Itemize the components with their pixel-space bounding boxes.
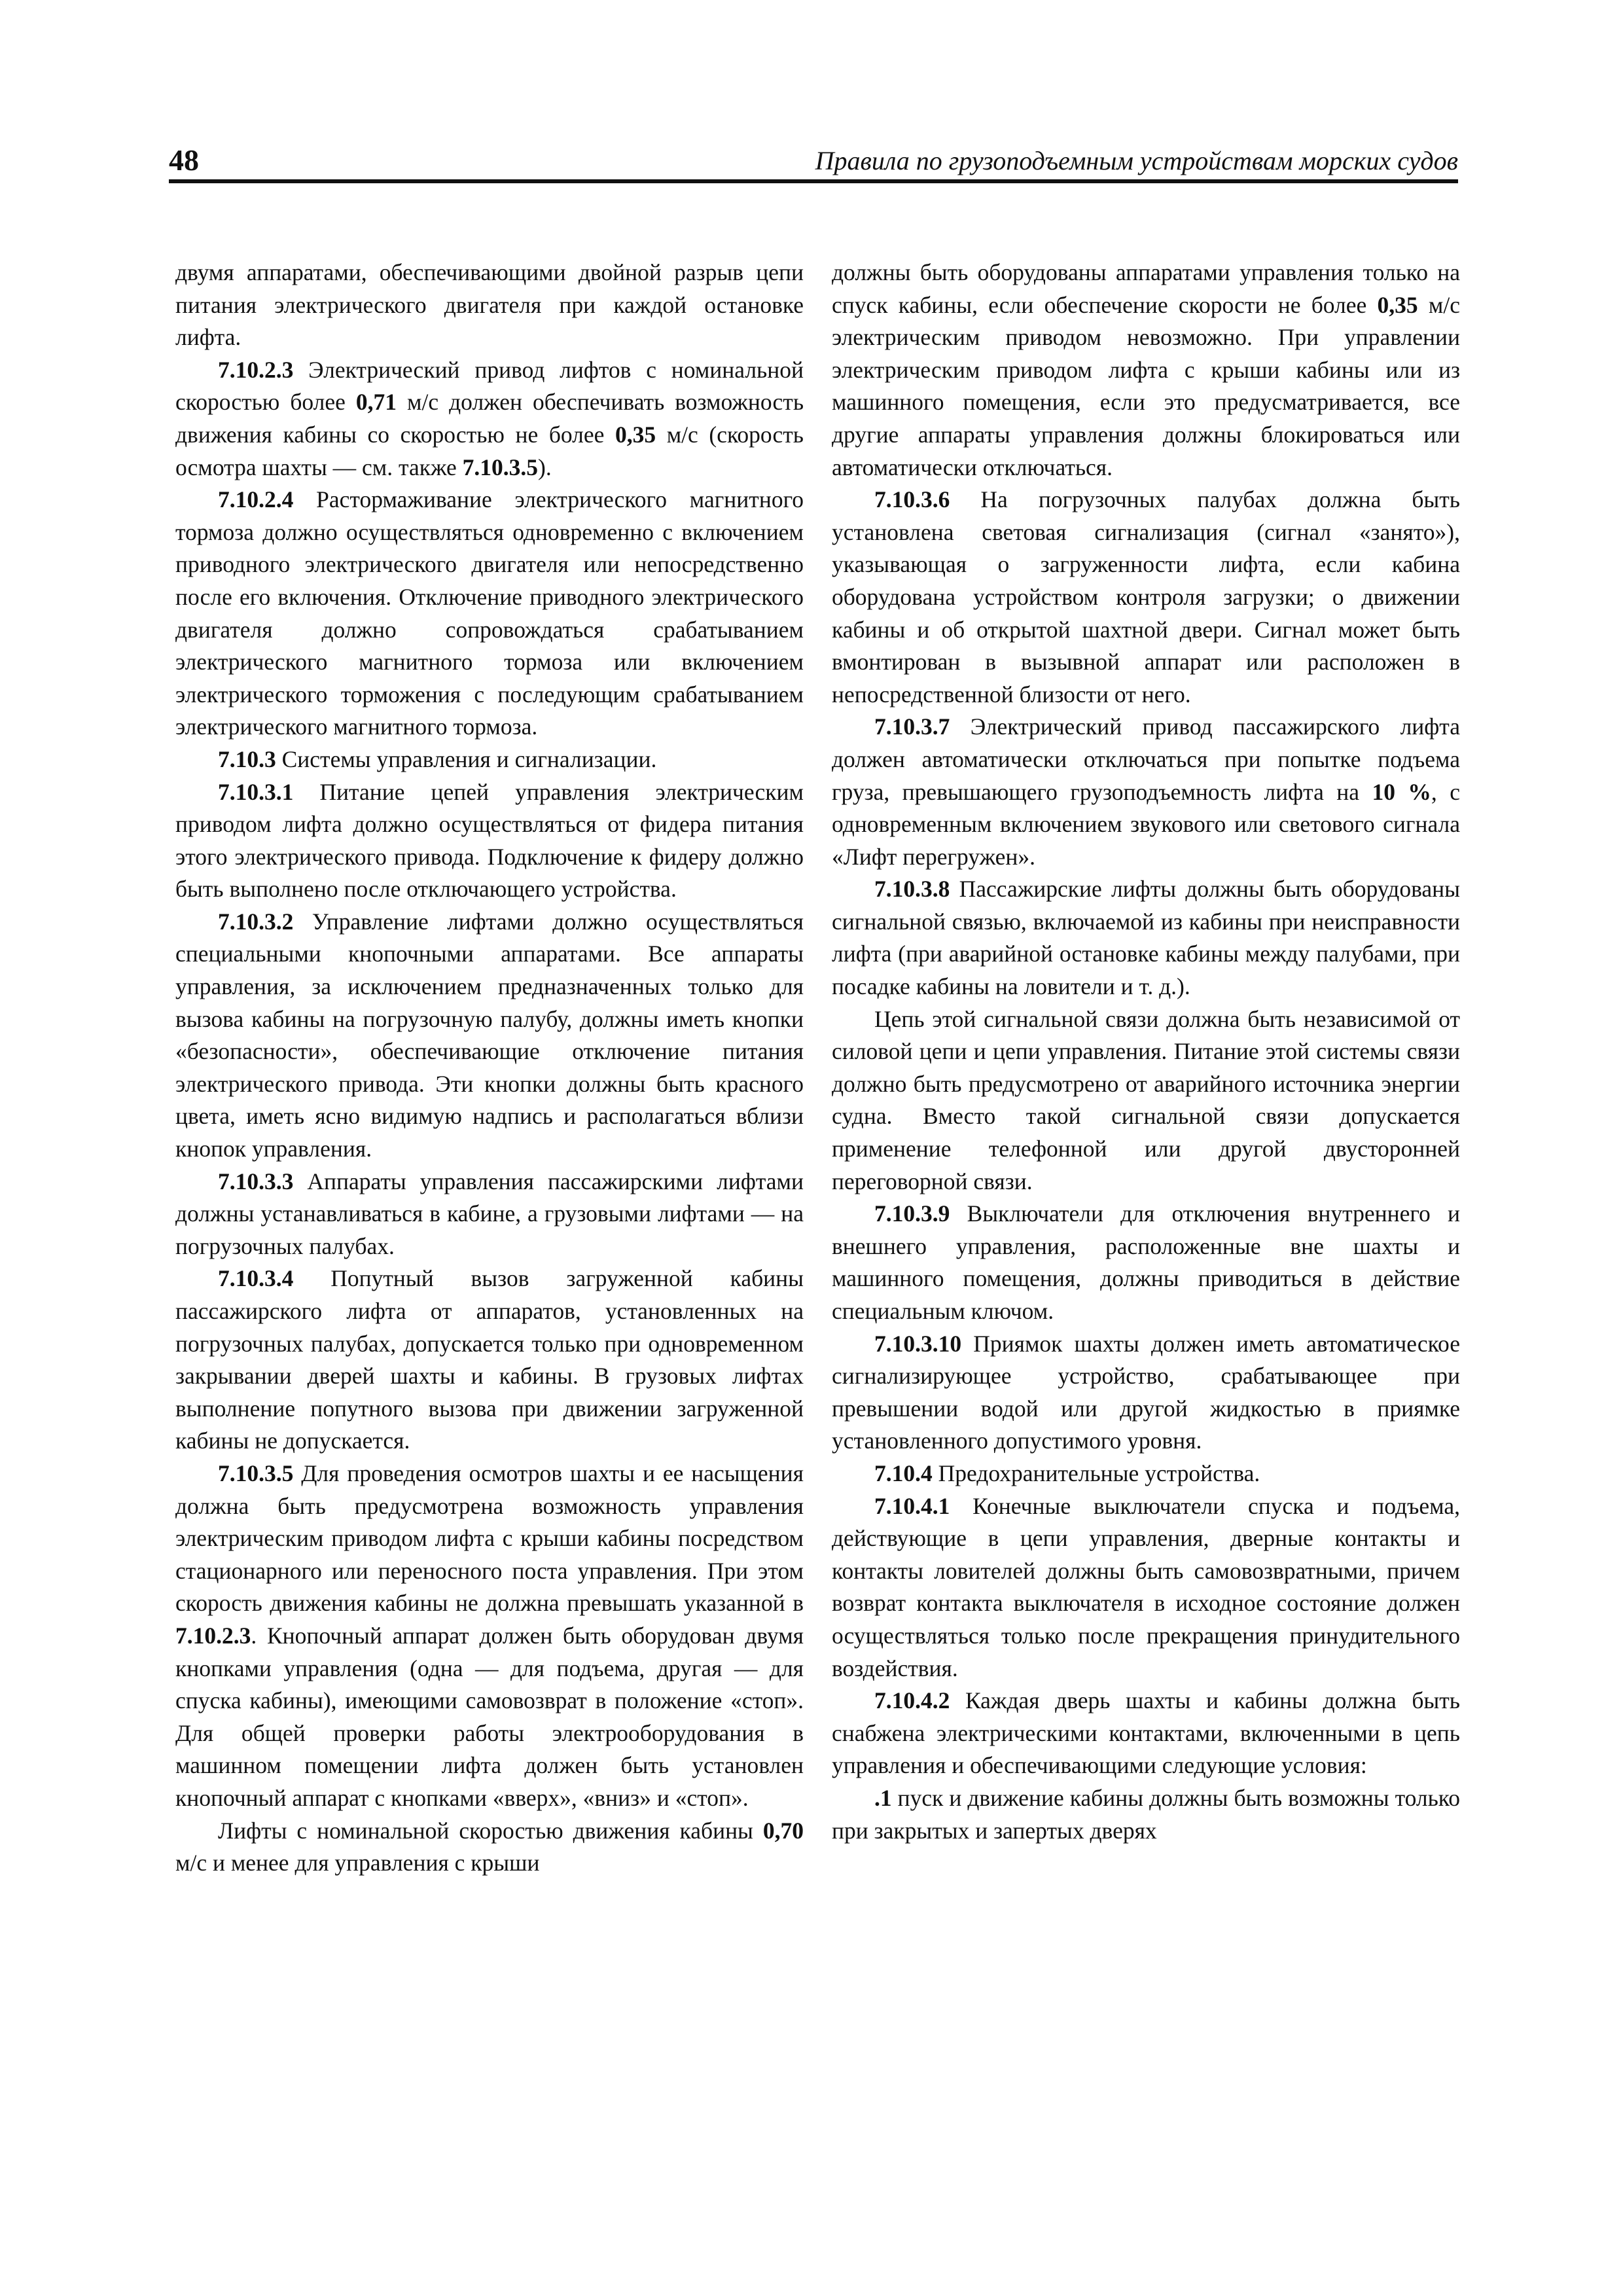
page-header <box>169 143 1458 182</box>
page-number: 48 <box>169 143 199 177</box>
paragraph-7-10-3-7 <box>832 711 1460 873</box>
paragraph-text: , с одновременным включением звукового или светового сигнала «Лифт перегружен». <box>832 778 1460 870</box>
paragraph-text: пуск и движение кабины должны быть возможны только при закрытых и запертых дверях <box>832 1784 1460 1844</box>
paragraph <box>832 257 1460 484</box>
paragraph-text: Аппараты управления пассажирскими лифтами должны устанавливаться в кабине, а грузовыми лифтами — на погрузочных палубах. <box>175 1168 804 1259</box>
paragraph-7-10-3-10 <box>832 1328 1460 1458</box>
section-number: 7.10.3 <box>218 745 276 772</box>
clause-number: 7.10.3.7 <box>874 713 950 740</box>
paragraph-text: Пассажирские лифты должны быть оборудованы сигнальной связью, включаемой из кабины при неисправности лифта (при аварийной остановке кабины между палубами, при посадке кабины на ловители и т. д.). <box>832 876 1460 1000</box>
paragraph-7-10-3-3 <box>175 1166 804 1263</box>
item-number: .1 <box>874 1784 892 1811</box>
paragraph-7-10-4-1 <box>832 1490 1460 1685</box>
paragraph-text: Электрический привод пассажирского лифта должен автоматически отключаться при попытке подъема груза, превышающего грузоподъемность лифта на <box>832 713 1460 805</box>
header-rule <box>169 179 1458 183</box>
speed-value: 0,71 <box>355 389 397 416</box>
paragraph-7-10-4-2 <box>832 1685 1460 1782</box>
section-title: Предохранительные устройства. <box>932 1460 1260 1486</box>
paragraph <box>175 1815 804 1880</box>
paragraph-7-10-3-8 <box>832 873 1460 1003</box>
paragraph-7-10-3-2 <box>175 906 804 1166</box>
paragraph: Цепь этой сигнальной связи должна быть независимой от силовой цепи и цепи управления. Питание этой системы связи должно быть предусмотрено от аварийного источника энергии судна. Вместо такой сигнальной связи допускается применение телефонной или другой двусторонней переговорной связи. <box>832 1005 1460 1194</box>
speed-value: 0,35 <box>1377 291 1418 318</box>
clause-reference: 7.10.2.3 <box>175 1622 251 1649</box>
overload-value: 10 % <box>1372 778 1431 805</box>
list-item-1 <box>832 1782 1460 1847</box>
paragraph-text: Попутный вызов загруженной кабины пассажирского лифта от аппаратов, установленных на погрузочных палубах, допускается только при одновременном закрывании дверей шахты и кабины. В грузовых лифтах выполнение попутного вызова при движении загруженной кабины не допускается. <box>175 1265 804 1454</box>
speed-value: 0,70 <box>762 1817 804 1844</box>
paragraph-text: м/с и менее для управления с крыши <box>175 1850 540 1876</box>
paragraph-text: Конечные выключатели спуска и подъема, действующие в цепи управления, дверные контакты и контакты ловителей должны быть самовозвратными, причем возврат контакта выключателя в исходное состояние должен осуществляться только после прекращения принудительного воздействия. <box>832 1492 1460 1681</box>
clause-number: 7.10.3.6 <box>874 486 950 513</box>
clause-number: 7.10.3.10 <box>874 1330 962 1357</box>
section-number: 7.10.4 <box>874 1460 933 1486</box>
paragraph-text: Выключатели для отключения внутреннего и внешнего управления, расположенные вне шахты и машинного помещения, должны приводиться в действие специальным ключом. <box>832 1200 1460 1324</box>
section-heading-7-10-3 <box>175 744 804 776</box>
paragraph-text: На погрузочных палубах должна быть установлена световая сигнализация (сигнал «занято»), указывающая о загруженности лифта, если кабина оборудована устройством контроля загрузки; о движении кабины и об открытой шахтной двери. Сигнал может быть вмонтирован в вызывной аппарат или расположен в непосредственной близости от него. <box>832 486 1460 708</box>
clause-number: 7.10.4.1 <box>874 1492 950 1519</box>
clause-number: 7.10.4.2 <box>874 1687 950 1714</box>
section-title: Системы управления и сигнализации. <box>276 745 657 772</box>
paragraph-text: Приямок шахты должен иметь автоматическое сигнализирующее устройство, срабатывающее при превышении водой или другой жидкостью в приямке установленного допустимого уровня. <box>832 1330 1460 1454</box>
paragraph-7-10-3-1 <box>175 776 804 906</box>
running-title: Правила по грузоподъемным устройствам морских судов <box>815 146 1458 175</box>
paragraph-text: Питание цепей управления электрическим приводом лифта должно осуществляться от фидера питания этого электрического привода. Подключение к фидеру должно быть выполнено после отключающего устройства. <box>175 778 804 903</box>
paragraph-text: Каждая дверь шахты и кабины должна быть снабжена электрическими контактами, включенными в цепь управления и обеспечивающими следующие условия: <box>832 1687 1460 1779</box>
section-heading-7-10-4 <box>832 1458 1460 1490</box>
paragraph-text: ). <box>538 454 552 480</box>
paragraph-7-10-3-9 <box>832 1198 1460 1327</box>
clause-number: 7.10.3.5 <box>218 1460 294 1486</box>
paragraph-7-10-3-6 <box>832 484 1460 711</box>
paragraph-text: Растормаживание электрического магнитного тормоза должно осуществляться одновременно с включением приводного электрического двигателя или непосредственно после его включения. Отключение приводного электрического двигателя должно сопровождаться срабатыванием электрического магнитного тормоза или включением электрического торможения с последующим срабатыванием электрического магнитного тормоза. <box>175 486 804 740</box>
paragraph-text: . Кнопочный аппарат должен быть оборудован двумя кнопками управления (одна — для подъема, другая — для спуска кабины), имеющими самовозврат в положение «стоп». Для общей проверки работы электрооборудования в машинном помещении лифта должен быть установлен кнопочный аппарат с кнопками «вверх», «вниз» и «стоп». <box>175 1622 804 1811</box>
paragraph-text: должны быть оборудованы аппаратами управления только на спуск кабины, если обеспечение скорости не более <box>832 259 1460 318</box>
clause-number: 7.10.3.3 <box>218 1168 294 1194</box>
paragraph-text: Управление лифтами должно осуществляться специальными кнопочными аппаратами. Все аппараты управления, за исключением предназначенных только для вызова кабины на погрузочную палубу, должны иметь кнопки «безопасности», обеспечивающие отключение питания электрического привода. Эти кнопки должны быть красного цвета, иметь ясно видимую надпись и располагаться вблизи кнопок управления. <box>175 908 804 1162</box>
paragraph-text: м/с должен обеспечивать возможность движения кабины со скоростью не более <box>175 389 804 448</box>
paragraph-text: м/с (скорость осмотра шахты — см. также <box>175 421 804 480</box>
clause-number: 7.10.2.4 <box>218 486 294 513</box>
left-column <box>175 257 804 1880</box>
paragraph-text: Лифты с номинальной скоростью движения кабины <box>218 1817 763 1844</box>
paragraph-text: м/с электрическим приводом невозможно. При управлении электрическим приводом лифта с крыши кабины или из машинного помещения, если это предусматривается, все другие аппараты управления должны блокироваться или автоматически отключаться. <box>832 291 1460 480</box>
clause-number: 7.10.2.3 <box>218 356 294 383</box>
clause-number: 7.10.3.8 <box>874 876 950 903</box>
clause-reference: 7.10.3.5 <box>462 454 539 480</box>
paragraph-text: Электрический привод лифтов с номинальной скоростью более <box>175 356 804 416</box>
paragraph-7-10-2-4 <box>175 484 804 744</box>
clause-number: 7.10.3.9 <box>874 1200 950 1227</box>
paragraph-7-10-3-5 <box>175 1458 804 1815</box>
clause-number: 7.10.3.2 <box>218 908 294 935</box>
paragraph: двумя аппаратами, обеспечивающими двойной разрыв цепи питания электрического двигателя при каждой остановке лифта. <box>175 259 804 351</box>
right-column <box>832 257 1460 1847</box>
paragraph-7-10-2-3 <box>175 354 804 484</box>
paragraph-7-10-3-4 <box>175 1263 804 1458</box>
clause-number: 7.10.3.4 <box>218 1265 294 1292</box>
clause-number: 7.10.3.1 <box>218 778 294 805</box>
paragraph-text: Для проведения осмотров шахты и ее насыщения должна быть предусмотрена возможность управления электрическим приводом лифта с крыши кабины посредством стационарного или переносного поста управления. При этом скорость движения кабины не должна превышать указанной в <box>175 1460 804 1617</box>
speed-value: 0,35 <box>615 421 656 448</box>
